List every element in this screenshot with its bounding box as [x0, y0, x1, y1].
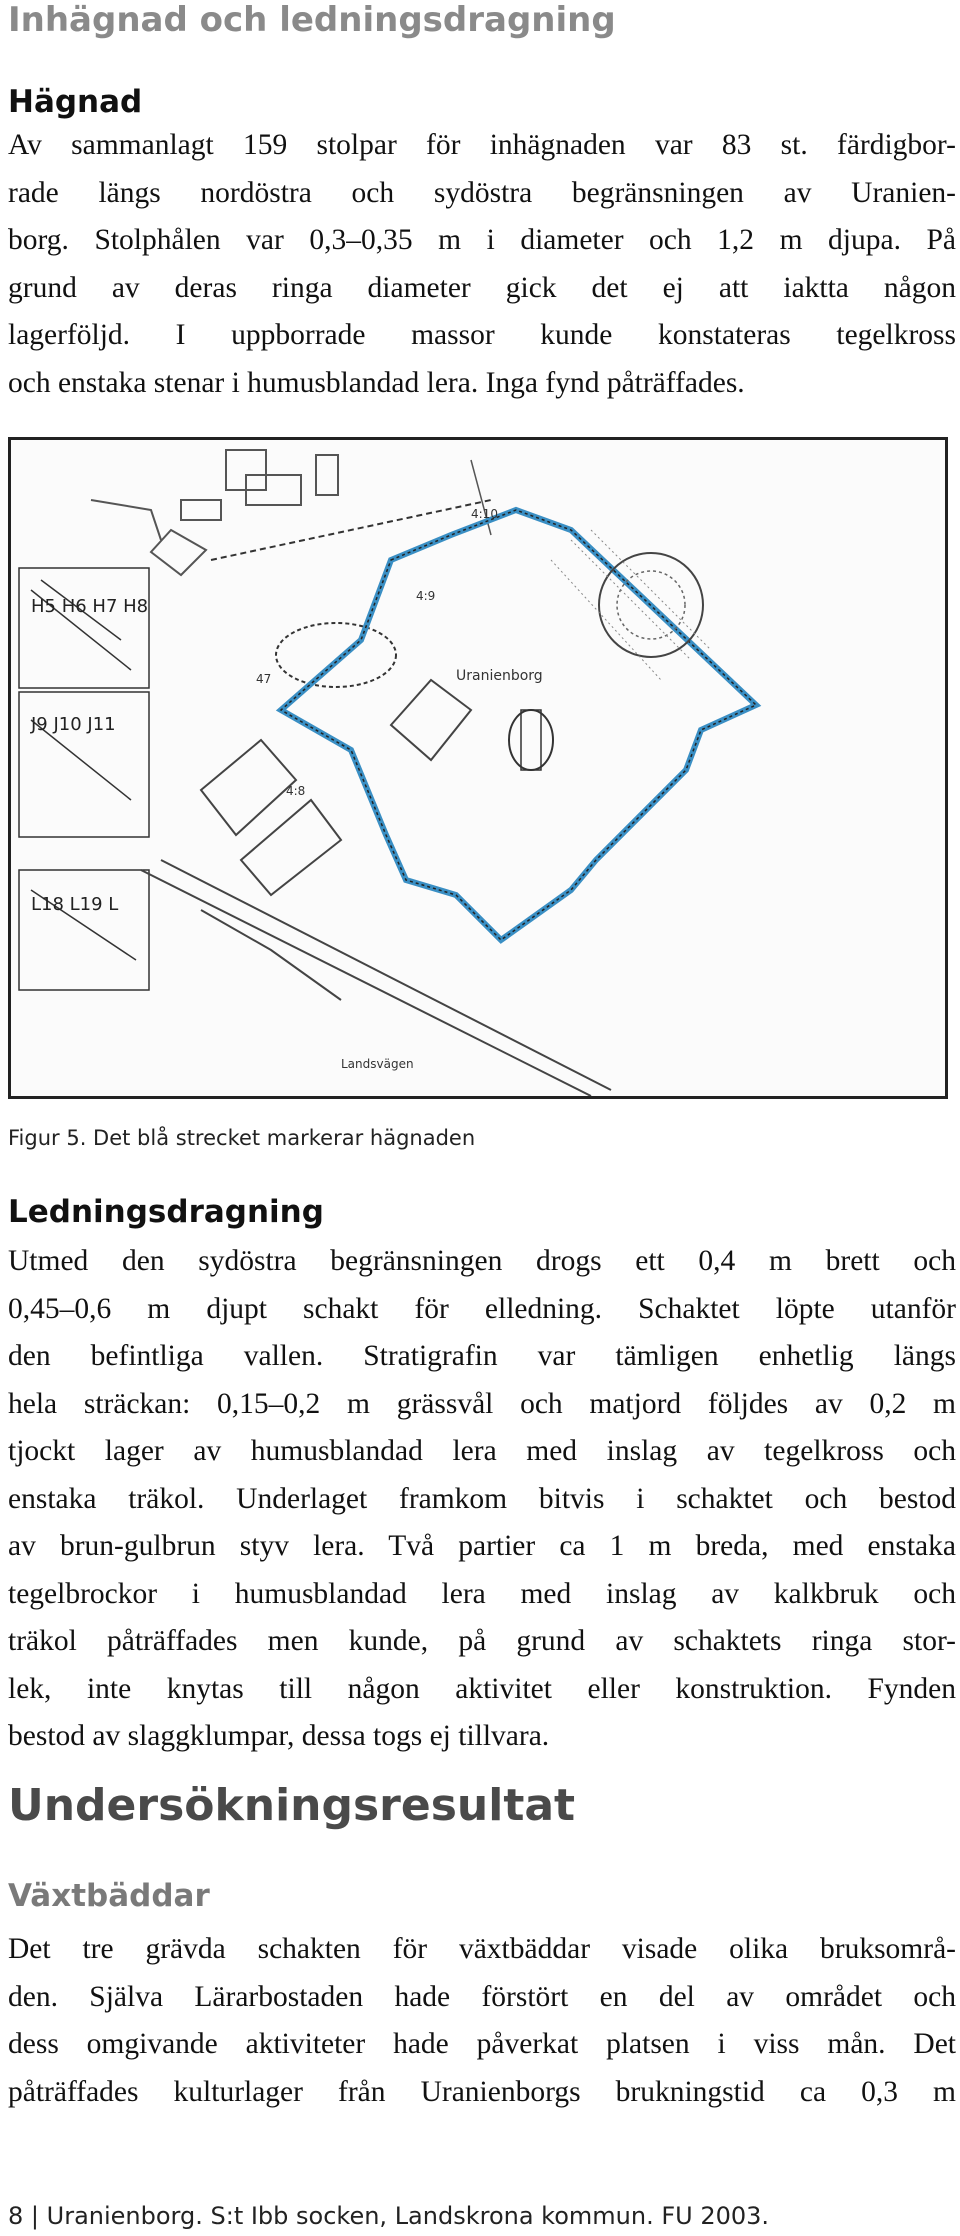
site-plan-drawing [11, 440, 945, 1096]
road-label: Landsvägen [341, 1057, 414, 1071]
section-heading-undersokningsresultat: Undersökningsresultat [8, 1780, 576, 1831]
text-line: grund av deras ringa diameter gick det ej att iaktta någon [8, 271, 956, 304]
page-title: Inhägnad och ledningsdragning [8, 0, 616, 40]
inset-label-h: H5 H6 H7 H8 [31, 596, 149, 617]
paragraph-ledningsdragning [8, 1238, 956, 1761]
page-number: 8 [8, 2202, 24, 2230]
footer-text: Uranienborg. S:t Ibb socken, Landskrona kommun. FU 2003. [46, 2202, 770, 2230]
area-label-49: 4:9 [416, 589, 436, 603]
text-line: dess omgivande aktiviteter hade påverkat platsen i viss mån. Det [8, 2028, 956, 2060]
text-line: borg. Stolphålen var 0,3–0,35 m i diameter och 1,2 m djupa. På [8, 224, 956, 256]
site-plan-figure [8, 437, 948, 1099]
text-line: rade längs nordöstra och sydöstra begränsningen av Uranien- [8, 176, 956, 209]
paragraph-hagnad [8, 122, 956, 407]
text-line: tjockt lager av humusblandad lera med inslag av tegelkross och [8, 1435, 956, 1467]
text-line: lek, inte knytas till någon aktivitet eller konstruktion. Fynden [8, 1672, 956, 1705]
text-line: Utmed den sydöstra begränsningen drogs ett 0,4 m brett och [8, 1245, 956, 1277]
paragraph-vaxtbaddar [8, 1926, 956, 2116]
text-line: av brun-gulbrun styv lera. Två partier ca 1 m breda, med enstaka [8, 1530, 956, 1562]
text-line: påträffades kulturlager från Uranienborgs brukningstid ca 0,3 m [8, 2075, 956, 2108]
text-line: bestod av slaggklumpar, dessa togs ej tillvara. [8, 1720, 550, 1752]
figure-caption: Figur 5. Det blå strecket markerar hägnaden [8, 1126, 476, 1150]
area-label-410: 4:10 [471, 507, 498, 521]
text-line: den befintliga vallen. Stratigrafin var tämligen enhetlig längs [8, 1340, 956, 1372]
area-label-47: 47 [256, 672, 272, 686]
text-line: den. Själva Lärarbostaden hade förstört en del av området och [8, 1980, 956, 2013]
text-line: hela sträckan: 0,15–0,2 m grässvål och matjord följdes av 0,2 m [8, 1387, 956, 1420]
inset-maps [19, 568, 149, 990]
inset-label-l: L18 L19 L [31, 894, 119, 915]
text-line: enstaka träkol. Underlaget framkom bitvis i schaktet och bestod [8, 1482, 956, 1515]
section-heading-vaxtbaddar: Växtbäddar [8, 1878, 210, 1914]
page-footer [8, 2202, 769, 2230]
section-heading-hagnad: Hägnad [8, 84, 143, 120]
main-label: Uranienborg [456, 668, 543, 684]
text-line: tegelbrockor i humusblandad lera med inslag av kalkbruk och [8, 1577, 956, 1610]
text-line: träkol påträffades men kunde, på grund av schaktets ringa stor- [8, 1625, 956, 1657]
text-line: lagerföljd. I uppborrade massor kunde konstateras tegelkross [8, 319, 956, 351]
text-line: Det tre grävda schakten för växtbäddar visade olika bruksområ- [8, 1933, 956, 1965]
inset-label-j: J9 J10 J11 [31, 714, 116, 735]
text-line: 0,45–0,6 m djupt schakt för elledning. Schaktet löpte utanför [8, 1292, 956, 1325]
building-outlines [91, 450, 338, 575]
section-heading-ledningsdragning: Ledningsdragning [8, 1194, 324, 1230]
fence-line [281, 510, 756, 940]
text-line: och enstaka stenar i humusblandad lera. Inga fynd påträffades. [8, 366, 745, 399]
area-label-48: 4:8 [286, 784, 306, 798]
footer-divider: | [30, 2202, 47, 2230]
text-line: Av sammanlagt 159 stolpar för inhägnaden var 83 st. färdigbor- [8, 129, 956, 161]
rampart-outline [281, 510, 756, 940]
